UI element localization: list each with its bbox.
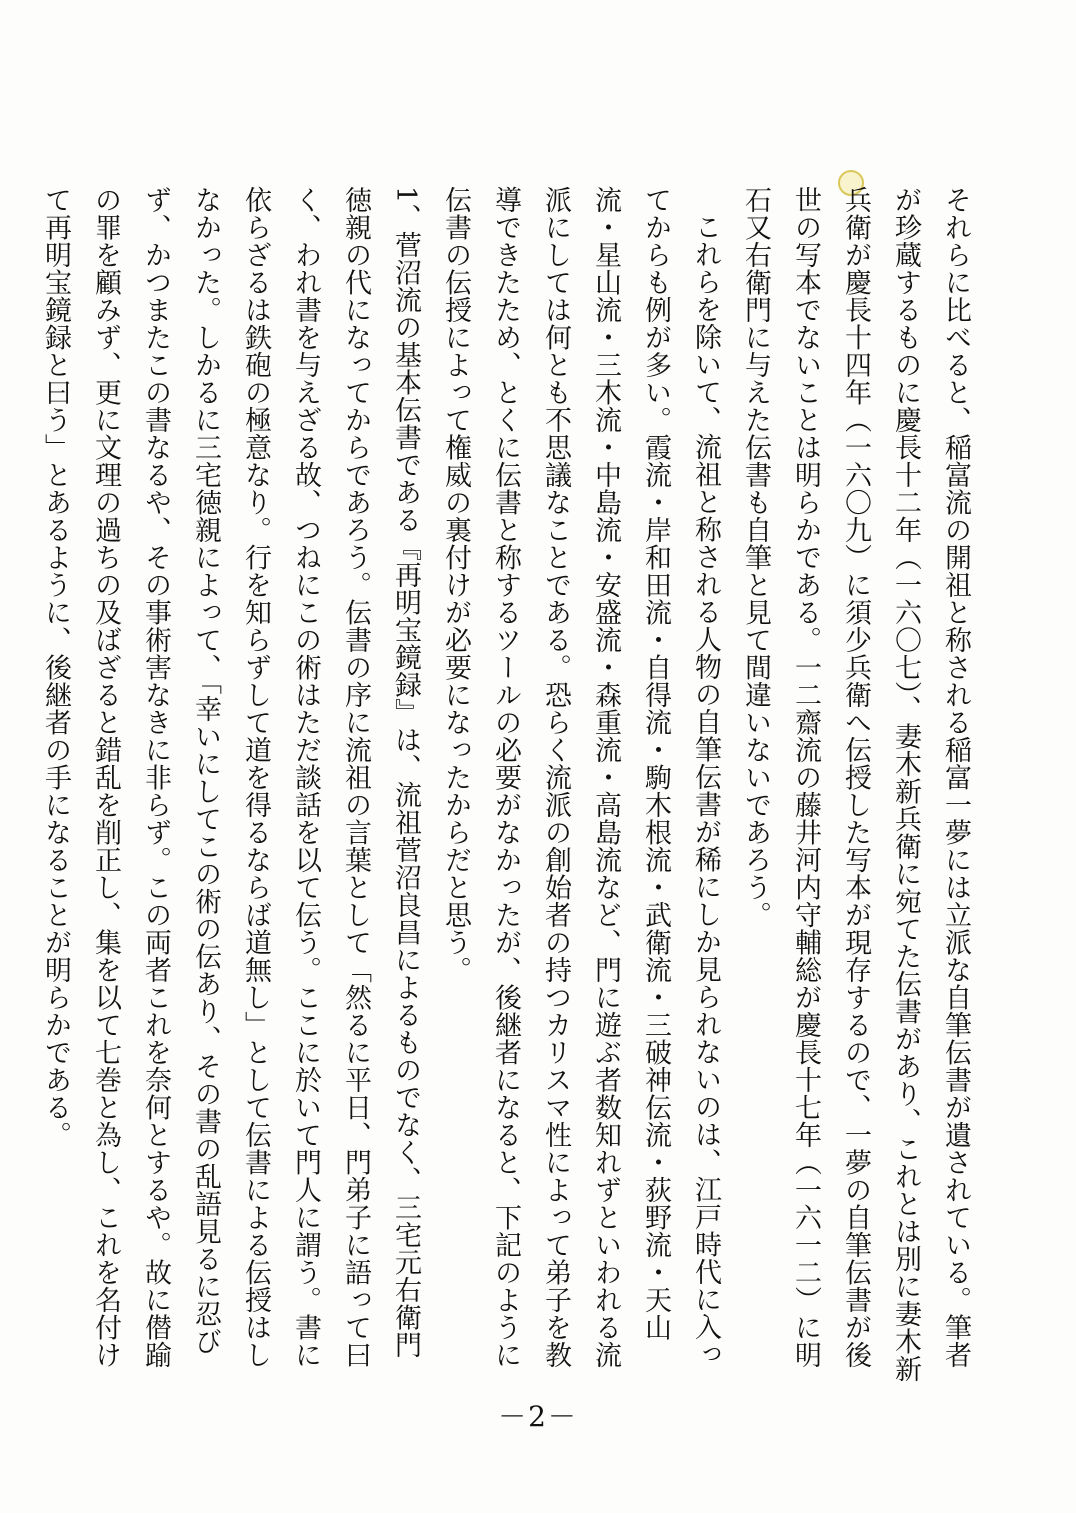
paragraph-1: それらに比べると、稲富流の開祖と称される稲富一夢には立派な自筆伝書が遺されている。筆者が珍蔵するものに慶長十二年（一六〇七）、妻木新兵衛に宛てた伝書があり、これとは別に妻木新兵衛が慶長十四年（一六〇九）に須少兵衛へ伝授した写本が現存するので、一夢の自筆伝書が後世の写本でないことは明らかである。一二齋流の藤井河内守輔総が慶長十七年（一六一二）に明石又右衛門に与えた伝書も自筆と見て間違いないであろう。 xyxy=(740,186,971,1383)
paragraph-2: これらを除いて、流祖と称される人物の自筆伝書が稀にしか見られないのは、江戸時代に入ってからも例が多い。霞流・岸和田流・自得流・駒木根流・武衛流・三破神伝流・荻野流・天山流・星山流・三木流・中島流・安盛流・森重流・高島流など、門に遊ぶ者数知れずといわれる流派にしては何とも不思議なことである。恐らく流派の創始者の持つカリスマ性によって弟子を教導できたため、とくに伝書と称するツールの必要がなかったが、後継者になると、下記のように伝書の伝授によって権威の裏付けが必要になったからだと思う。 xyxy=(440,186,721,1369)
body-text xyxy=(30,186,980,1386)
page-number: －2－ xyxy=(498,1400,578,1433)
paragraph-3: 1、菅沼流の基本伝書である『再明宝鏡録』は、流祖菅沼良昌によるものでなく、三宅元右衛門徳親の代になってからであろう。伝書の序に流祖の言葉として「然るに平日、門弟子に語って曰く、われ書を与えざる故、つねにこの術はただ談話を以て伝う。ここに於いて門人に謂う。書に依らざるは鉄砲の極意なり。行を知らずして道を得るならば道無し」として伝書による伝授はしなかった。しかるに三宅徳親によって、「幸いにしてこの術の伝あり、その書の乱語見るに忍びず、かつまたこの書なるや、その事術害なきに非らず。この両者これを奈何とするや。故に僣踰の罪を顧みず、更に文理の過ちの及ばざると錯乱を削正し、集を以て七巻と為し、これを名付けて再明宝鏡録と曰う」とあるように、後継者の手になることが明らかである。 xyxy=(40,186,421,1369)
